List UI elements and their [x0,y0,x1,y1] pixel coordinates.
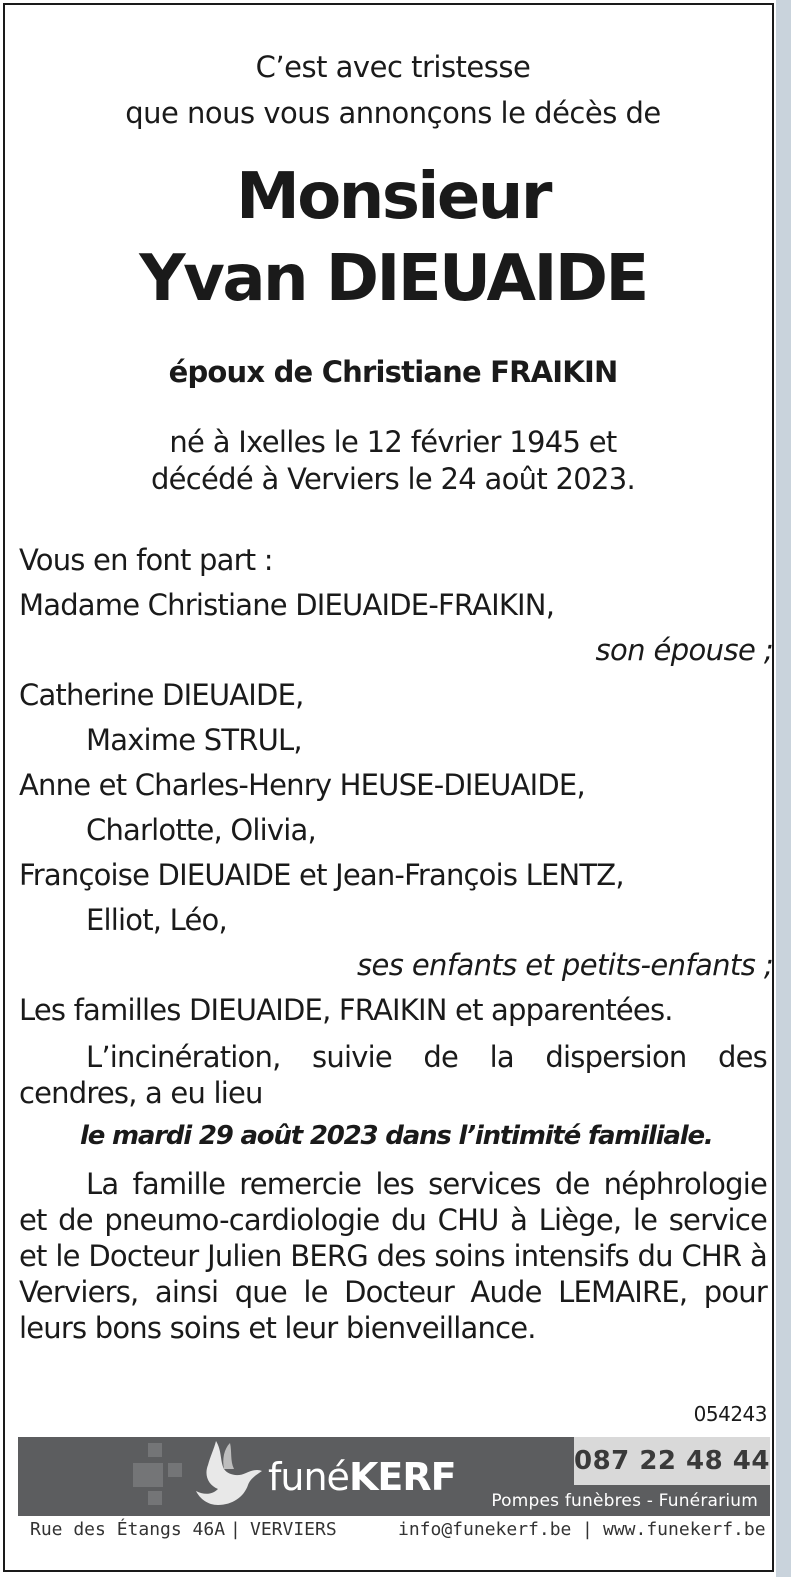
family-line: Elliot, Léo, [86,903,227,937]
spouse-line: époux de Christiane FRAIKIN [168,355,618,389]
funeral-home-banner [18,1437,770,1516]
city: VERVIERS [250,1519,337,1540]
children-role: ses enfants et petits-enfants ; [356,948,773,982]
family-line: Maxime STRUL, [86,723,302,757]
decor-square [133,1463,163,1487]
phone-number[interactable]: 087 22 48 44 [574,1437,770,1485]
wife-role: son épouse ; [595,633,773,667]
reference-number: 054243 [693,1402,767,1426]
decor-square [148,1491,162,1505]
family-intro: Vous en font part : [19,543,273,577]
thanks-paragraph [19,1166,767,1346]
ceremony-text: L’incinération, suivie de la dispersion des cendres, a eu lieu [19,1040,767,1110]
families-line: Les familles DIEUAIDE, FRAIKIN et apparentées. [19,993,673,1027]
separator: | [230,1519,241,1540]
brand-logo: funéKERF [268,1455,456,1499]
deceased-name: Yvan DIEUAIDE [139,242,647,316]
website-link[interactable]: www.funekerf.be [603,1519,766,1540]
title-monsieur: Monsieur [236,160,550,234]
address: Rue des Étangs 46A [30,1519,226,1540]
death-line: décédé à Verviers le 24 août 2023. [150,462,636,496]
intro-line-2: que nous vous annonçons le décès de [125,96,661,130]
dove-icon [194,1439,264,1511]
intro-line-1: C’est avec tristesse [255,50,531,84]
birth-line: né à Ixelles le 12 février 1945 et [169,425,617,459]
family-line: Charlotte, Olivia, [86,813,316,847]
thanks-text: La famille remercie les services de néphrologie et de pneumo-cardiologie du CHU à Liège, le service et le Docteur Julien BERG des soins intensifs du CHR à Verviers, ainsi que le Docteur Aude LEMAIRE, pour leurs bons soins et leur bienveillance. [19,1167,767,1345]
ceremony-date: le mardi 29 août 2023 dans l’intimité familiale. [80,1121,713,1151]
decor-square [148,1443,162,1457]
separator: | [582,1519,593,1540]
family-line: Françoise DIEUAIDE et Jean-François LENTZ, [19,858,624,892]
tagline: Pompes funèbres - Funérarium [491,1491,758,1511]
side-bar [776,0,791,1577]
family-line: Catherine DIEUAIDE, [19,678,304,712]
ceremony-paragraph [19,1039,767,1111]
decor-square [168,1463,182,1477]
email-link[interactable]: info@funekerf.be [398,1519,572,1540]
wife-name: Madame Christiane DIEUAIDE-FRAIKIN, [19,588,555,622]
family-line: Anne et Charles-Henry HEUSE-DIEUAIDE, [19,768,585,802]
